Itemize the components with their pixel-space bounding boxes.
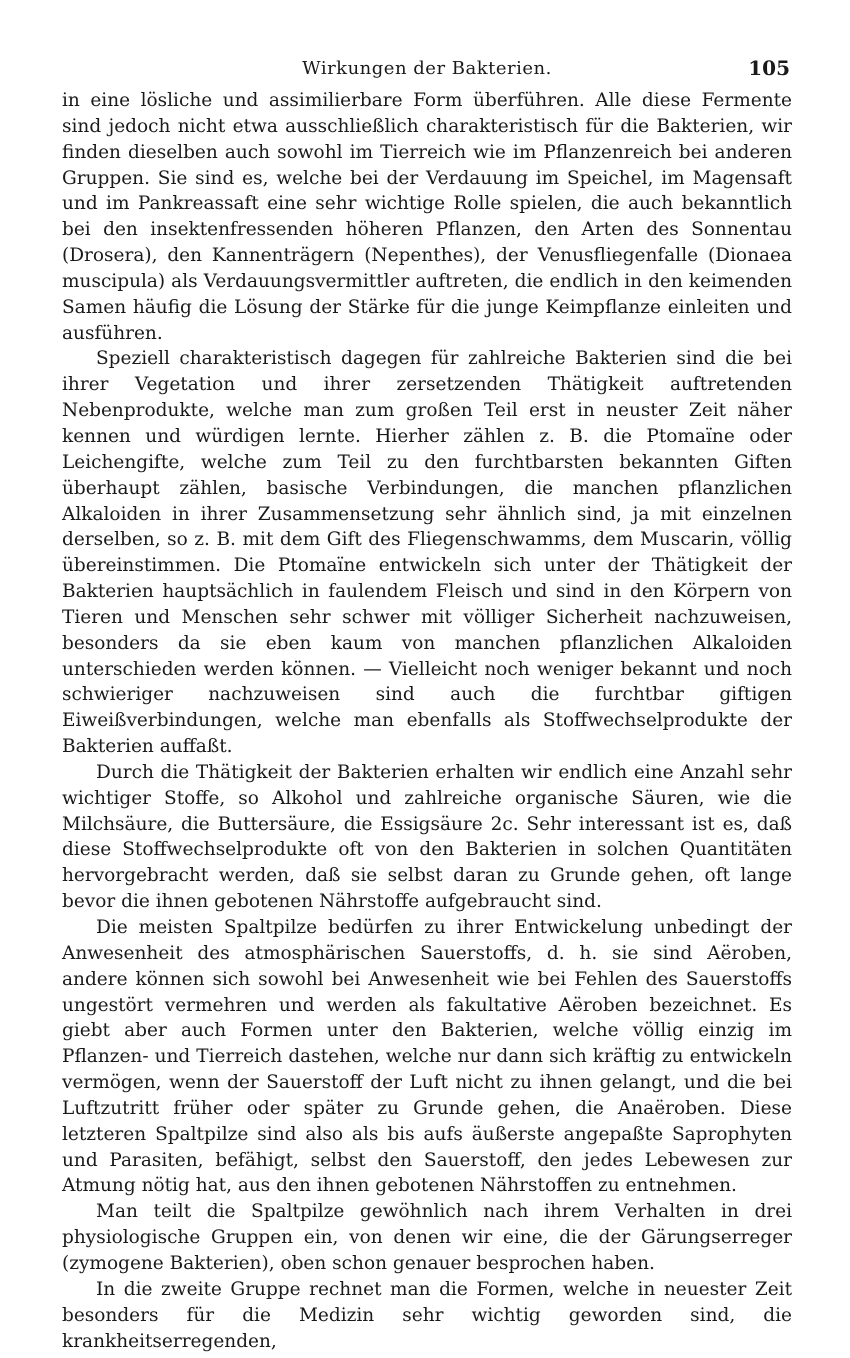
paragraph-zweite-gruppe: In die zweite Gruppe rechnet man die Formen, welche in neuester Zeit besonders für die Medizin sehr wichtig geworden sind, die krankheitserregenden,	[62, 1278, 792, 1352]
page-header	[62, 52, 792, 88]
page-number: 105	[748, 56, 790, 80]
book-page	[62, 52, 792, 1354]
paragraph-gruppen: Man teilt die Spaltpilze gewöhnlich nach ihrem Verhalten in drei physiologische Gruppen ein, von denen wir eine, die der Gärungserreger (zymogene Bakterien), oben schon genauer besprochen haben.	[62, 1201, 792, 1274]
paragraph-sauerstoff: Die meisten Spaltpilze bedürfen zu ihrer Entwickelung unbedingt der Anwesenheit des atmosphärischen Sauerstoffs, d. h. sie sind Aëroben, andere können sich sowohl bei Anwesenheit wie bei Fehlen des Sauerstoffs ungestört vermehren und werden als fakultative Aëroben bezeichnet. Es giebt aber auch Formen unter den Bakterien, welche völlig einzig im Pflanzen- und Tierreich dastehen, welche nur dann sich kräftig zu entwickeln vermögen, wenn der Sauerstoff der Luft nicht zu ihnen gelangt, und die bei Luftzutritt früher oder später zu Grunde gehen, die Anaëroben. Diese letzteren Spaltpilze sind also als bis aufs äußerste angepaßte Saprophyten und Parasiten, befähigt, selbst den Sauerstoff, den jedes Lebewesen zur Atmung nötig hat, aus den ihnen gebotenen Nährstoffen zu entnehmen.	[62, 917, 792, 1197]
paragraph-nebenprodukte: Speziell charakteristisch dagegen für zahlreiche Bakterien sind die bei ihrer Vegetation und ihrer zersetzenden Thätigkeit auftretenden Nebenprodukte, welche man zum großen Teil erst in neuster Zeit näher kennen und würdigen lernte. Hierher zählen z. B. die Ptomaïne oder Leichengifte, welche zum Teil zu den furchtbarsten bekannten Giften überhaupt zählen, basische Verbindungen, die manchen pflanzlichen Alkaloiden in ihrer Zusammensetzung sehr ähnlich sind, ja mit einzelnen derselben, so z. B. mit dem Gift des Fliegenschwamms, dem Muscarin, völlig übereinstimmen. Die Ptomaïne entwickeln sich unter der Thätigkeit der Bakterien hauptsächlich in faulendem Fleisch und sind in den Körpern von Tieren und Menschen sehr schwer mit völliger Sicherheit nachzuweisen, besonders da sie eben kaum von manchen pflanzlichen Alkaloiden unterschieden werden können. — Vielleicht noch weniger bekannt und noch schwieriger nachzuweisen sind auch die furchtbar giftigen Eiweißverbindungen, welche man ebenfalls als Stoffwechselprodukte der Bakterien auffaßt.	[62, 348, 792, 758]
body-text	[62, 88, 792, 1354]
paragraph-fermente: in eine lösliche und assimilierbare Form überführen. Alle diese Fermente sind jedoch nicht etwa ausschließlich charakteristisch für die Bakterien, wir finden dieselben auch sowohl im Tierreich wie im Pflanzenreich bei anderen Gruppen. Sie sind es, welche bei der Verdauung im Speichel, im Magensaft und im Pankreassaft eine sehr wichtige Rolle spielen, die auch bekanntlich bei den insektenfressenden höheren Pflanzen, den Arten des Sonnentau (Drosera), den Kannenträgern (Nepenthes), der Venusfliegenfalle (Dionaea muscipula) als Verdauungsvermittler auftreten, die endlich in den keimenden Samen häufig die Lösung der Stärke für die junge Keimpflanze einleiten und ausführen.	[62, 90, 792, 344]
paragraph-stoffe: Durch die Thätigkeit der Bakterien erhalten wir endlich eine Anzahl sehr wichtiger Stoffe, so Alkohol und zahlreiche organische Säuren, wie die Milchsäure, die Buttersäure, die Essigsäure 2c. Sehr interessant ist es, daß diese Stoffwechselprodukte oft von den Bakterien in solchen Quantitäten hervorgebracht werden, daß sie selbst daran zu Grunde gehen, oft lange bevor die ihnen gebotenen Nährstoffe aufgebraucht sind.	[62, 761, 792, 913]
running-head: Wirkungen der Bakterien.	[302, 58, 552, 79]
